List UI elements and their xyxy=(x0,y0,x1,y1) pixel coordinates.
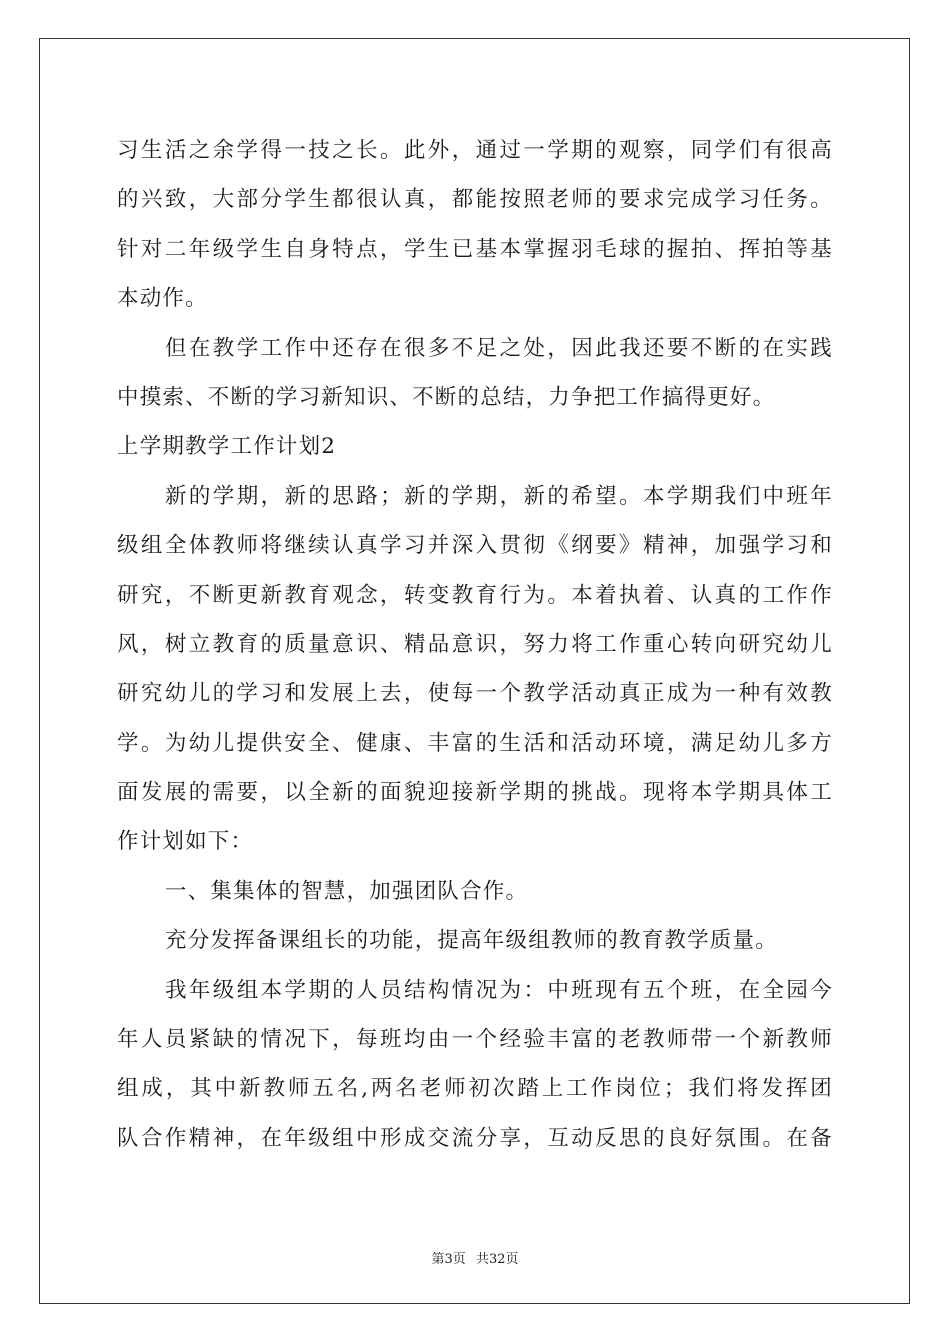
page-footer xyxy=(0,1248,950,1267)
text-line: 作计划如下： xyxy=(117,829,254,855)
current-page-number: 第3页 xyxy=(431,1252,466,1267)
text-line: 中摸索、不断的学习新知识、不断的总结，力争把工作搞得更好。 xyxy=(117,384,776,410)
text-line: 本动作。 xyxy=(117,286,208,312)
text-line: 队合作精神，在年级组中形成交流分享，互动反思的良好氛围。在备 xyxy=(117,1125,833,1151)
text-line: 级组全体教师将继续认真学习并深入贯彻《纲要》精神，加强学习和 xyxy=(117,533,833,559)
text-line: 我年级组本学期的人员结构情况为：中班现有五个班，在全园今 xyxy=(165,977,833,1003)
text-line: 研究幼儿的学习和发展上去，使每一个教学活动真正成为一种有效教 xyxy=(117,681,833,707)
text-line: 年人员紧缺的情况下，每班均由一个经验丰富的老教师带一个新教师 xyxy=(117,1027,833,1053)
text-line: 的兴致，大部分学生都很认真，都能按照老师的要求完成学习任务。 xyxy=(117,187,833,213)
text-line: 新的学期，新的思路；新的学期，新的希望。本学期我们中班年 xyxy=(165,483,833,509)
text-line: 但在教学工作中还存在很多不足之处，因此我还要不断的在实践 xyxy=(165,335,833,361)
text-line: 针对二年级学生自身特点，学生已基本掌握羽毛球的握拍、挥拍等基 xyxy=(117,236,833,262)
text-line: 习生活之余学得一技之长。此外，通过一学期的观察，同学们有很高 xyxy=(117,138,833,163)
text-line: 研究，不断更新教育观念，转变教育行为。本着执着、认真的工作作 xyxy=(117,582,833,608)
text-line: 组成，其中新教师五名,两名老师初次踏上工作岗位；我们将发挥团 xyxy=(117,1076,833,1102)
document-body xyxy=(117,126,833,1163)
text-line: 上学期教学工作计划2 xyxy=(117,434,337,460)
total-pages: 共32页 xyxy=(475,1252,519,1267)
text-line: 面发展的需要，以全新的面貌迎接新学期的挑战。现将本学期具体工 xyxy=(117,780,833,806)
text-line: 一、集集体的智慧，加强团队合作。 xyxy=(165,878,529,904)
text-line: 充分发挥备课组长的功能，提高年级组教师的教育教学质量。 xyxy=(165,928,778,954)
text-line: 风，树立教育的质量意识、精品意识，努力将工作重心转向研究幼儿 xyxy=(117,631,833,657)
text-line: 学。为幼儿提供安全、健康、丰富的生活和活动环境，满足幼儿多方 xyxy=(117,730,833,756)
